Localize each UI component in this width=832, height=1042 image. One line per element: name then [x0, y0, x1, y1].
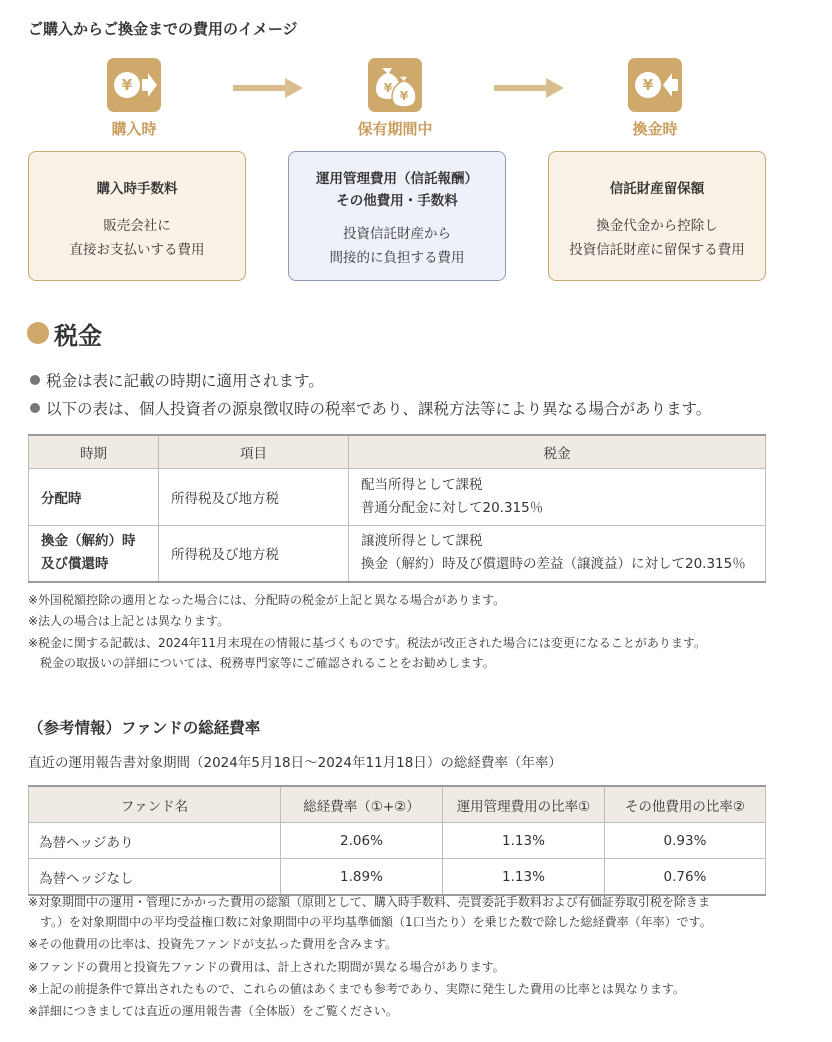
- box-line: 換金代金から控除し: [596, 218, 718, 234]
- value-cell: 0.93%: [605, 823, 766, 859]
- expense-section-title: （参考情報）ファンドの総経費率: [28, 719, 261, 737]
- period-cell: 分配時: [29, 468, 159, 525]
- flow-label-holding: 保有期間中: [357, 120, 433, 138]
- flow-arrow-icon: [233, 76, 305, 100]
- expense-note: す。）を対象期間中の平均受益権口数に対象期間中の平均基準価額（1口当たり）を乗じた数で除した総経費率（年率）です。: [28, 915, 712, 929]
- table-row: [29, 823, 766, 859]
- tax-cell: 譲渡所得として課税 換金（解約）時及び償還時の差益（譲渡益）に対して20.315％: [349, 525, 766, 582]
- item-cell: 所得税及び地方税: [159, 468, 349, 525]
- tax-note: ※外国税額控除の適用となった場合には、分配時の税金が上記と異なる場合があります。: [28, 593, 506, 607]
- svg-text:¥: ¥: [121, 76, 133, 94]
- expense-note: ※上記の前提条件で算出されたもので、これらの値はあくまでも参考であり、実際に発生した費用の比率とは異なります。: [28, 982, 685, 996]
- holding-fee-box: [288, 151, 506, 281]
- column-header: 総経費率（①+②）: [281, 786, 443, 823]
- fund-name-cell: 為替ヘッジあり: [29, 823, 281, 859]
- table-row: [29, 525, 766, 582]
- expense-note: ※対象期間中の運用・管理にかかった費用の総額（原則として、購入時手数料、売買委託手数料および有価証券取引税を除きま: [28, 895, 710, 909]
- expense-note: ※その他費用の比率は、投資先ファンドが支払った費用を含みます。: [28, 937, 397, 951]
- tax-table: [28, 434, 766, 583]
- box-line: 販売会社に: [103, 218, 171, 234]
- table-row: [29, 859, 766, 896]
- table-row: [29, 468, 766, 525]
- box-title: 運用管理費用（信託報酬）: [316, 171, 478, 187]
- redemption-fee-box: [548, 151, 766, 281]
- column-header: 項目: [159, 435, 349, 468]
- tax-cell: 配当所得として課税 普通分配金に対して20.315％: [349, 468, 766, 525]
- purchase-fee-box: [28, 151, 246, 281]
- box-title: その他費用・手数料: [336, 193, 458, 209]
- tax-bullet: 以下の表は、個人投資者の源泉徴収時の税率であり、課税方法等により異なる場合があります。: [30, 397, 711, 419]
- bullet-dot-icon: [30, 375, 40, 385]
- flow-arrow-icon: [494, 76, 566, 100]
- section-bullet-icon: [27, 322, 49, 344]
- box-line: 投資信託財産に留保する費用: [569, 242, 745, 258]
- svg-text:¥: ¥: [642, 76, 654, 94]
- column-header: 時期: [29, 435, 159, 468]
- value-cell: 1.13%: [443, 859, 605, 896]
- value-cell: 0.76%: [605, 859, 766, 896]
- expense-note: ※ファンドの費用と投資先ファンドの費用は、計上された期間が異なる場合があります。: [28, 960, 505, 974]
- flow-label-redemption: 換金時: [632, 120, 678, 138]
- column-header: ファンド名: [29, 786, 281, 823]
- value-cell: 2.06%: [281, 823, 443, 859]
- page-title: ご購入からご換金までの費用のイメージ: [28, 20, 298, 38]
- yen-coin-arrow-right-icon: [107, 58, 161, 112]
- box-line: 間接的に負担する費用: [329, 250, 465, 266]
- yen-coin-arrow-left-icon: [628, 58, 682, 112]
- tax-note: ※法人の場合は上記とは異なります。: [28, 614, 230, 628]
- svg-text:¥: ¥: [399, 89, 409, 103]
- bullet-dot-icon: [30, 403, 40, 413]
- expense-section-description: 直近の運用報告書対象期間（2024年5月18日～2024年11月18日）の総経費率（年率）: [28, 755, 562, 771]
- period-cell: 換金（解約）時 及び償還時: [29, 525, 159, 582]
- item-cell: 所得税及び地方税: [159, 525, 349, 582]
- box-title: 信託財産留保額: [609, 181, 705, 197]
- column-header: 税金: [349, 435, 766, 468]
- svg-text:¥: ¥: [383, 81, 393, 95]
- flow-label-purchase: 購入時: [111, 120, 157, 138]
- tax-section-title: 税金: [54, 322, 102, 350]
- box-title: 購入時手数料: [96, 181, 178, 197]
- tax-bullet: 税金は表に記載の時期に適用されます。: [30, 369, 324, 391]
- column-header: その他費用の比率②: [605, 786, 766, 823]
- yen-money-bags-icon: [368, 58, 422, 112]
- tax-note: 税金の取扱いの詳細については、税務専門家等にご確認されることをお勧めします。: [28, 656, 495, 670]
- column-header: 運用管理費用の比率①: [443, 786, 605, 823]
- expense-ratio-table: [28, 785, 766, 896]
- box-line: 投資信託財産から: [343, 226, 451, 242]
- value-cell: 1.13%: [443, 823, 605, 859]
- value-cell: 1.89%: [281, 859, 443, 896]
- tax-note: ※税金に関する記載は、2024年11月末現在の情報に基づくものです。税法が改正された場合には変更になることがあります。: [28, 636, 706, 650]
- box-line: 直接お支払いする費用: [69, 242, 205, 258]
- fund-name-cell: 為替ヘッジなし: [29, 859, 281, 896]
- expense-note: ※詳細につきましては直近の運用報告書（全体版）をご覧ください。: [28, 1004, 398, 1018]
